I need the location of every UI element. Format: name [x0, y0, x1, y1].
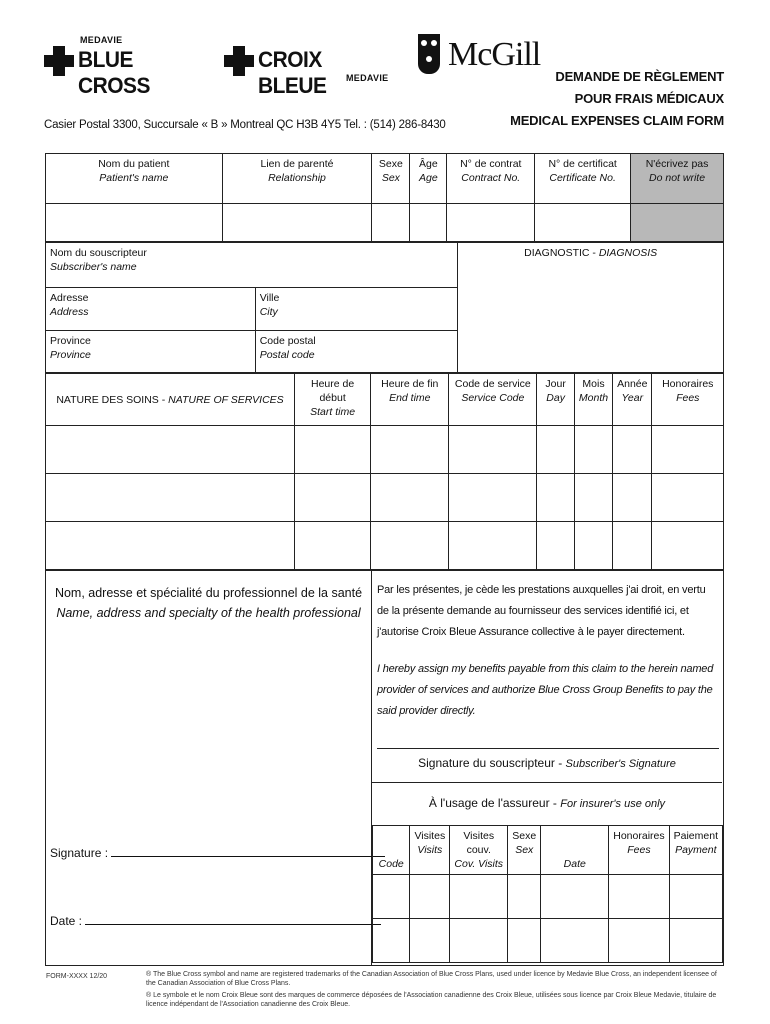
do-not-write-header: N'écrivez pas Do not write: [631, 154, 724, 204]
certificate-no-field[interactable]: [535, 204, 631, 242]
sex-field[interactable]: [372, 204, 410, 242]
service-year-cell[interactable]: [613, 522, 652, 570]
relationship-field[interactable]: [222, 204, 372, 242]
service-nature-cell[interactable]: [46, 426, 295, 474]
professional-date: [50, 910, 381, 928]
service-start-cell[interactable]: [295, 474, 371, 522]
day-header: Jour Day: [537, 374, 575, 426]
insurer-fees-header: Honoraires Fees: [609, 826, 669, 875]
patient-name-field[interactable]: [46, 204, 223, 242]
service-start-cell[interactable]: [295, 426, 371, 474]
logo-blue-cross-text: BLUE CROSS: [78, 47, 150, 98]
service-row: [46, 474, 724, 522]
insurer-cell: [410, 875, 450, 919]
service-end-cell[interactable]: [371, 522, 449, 570]
service-code-cell[interactable]: [449, 426, 537, 474]
insurer-cell: [373, 875, 410, 919]
professional-label-fr: Nom, adresse et spécialité du professionnel de la santé: [54, 586, 363, 600]
services-table: [45, 373, 724, 570]
service-month-cell[interactable]: [574, 522, 612, 570]
month-header: Mois Month: [574, 374, 612, 426]
insurer-cell: [609, 875, 669, 919]
insurer-cell: [450, 919, 508, 963]
service-day-cell[interactable]: [537, 522, 575, 570]
diagnostic-field[interactable]: DIAGNOSTIC - DIAGNOSIS: [458, 243, 724, 373]
professional-signature-line[interactable]: [111, 842, 385, 857]
insurer-cell: [450, 875, 508, 919]
professional-date-line[interactable]: [85, 910, 381, 925]
insurer-sex-header: Sexe Sex: [508, 826, 541, 875]
croix-bleue-logo: [224, 33, 399, 98]
certificate-no-header: N° de certificat Certificate No.: [535, 154, 631, 204]
blue-cross-icon: [44, 46, 74, 76]
form-title-fr-2: POUR FRAIS MÉDICAUX: [574, 91, 724, 106]
insurer-cov-visits-header: Visites couv. Cov. Visits: [450, 826, 508, 875]
service-nature-cell[interactable]: [46, 522, 295, 570]
assignment-text: [377, 580, 719, 722]
contract-no-header: N° de contrat Contract No.: [447, 154, 535, 204]
subscriber-name-field[interactable]: Nom du souscripteur Subscriber's name: [46, 243, 458, 288]
assignment-text-fr: Par les présentes, je cède les prestations auxquelles j'ai droit, en vertu de la présente demande au fournisseur des services identifié ici, et j'autorise Croix Bleue Assurance collective à le payer directement.: [377, 584, 706, 638]
insurer-cell: [609, 919, 669, 963]
subscriber-signature-label: Signature du souscripteur - Subscriber's Signature: [418, 756, 676, 770]
subscriber-table: [45, 242, 724, 373]
insurer-cell: [669, 919, 722, 963]
service-row: [46, 522, 724, 570]
end-time-header: Heure de fin End time: [371, 374, 449, 426]
professional-label: [46, 583, 371, 623]
insurer-cell: [373, 919, 410, 963]
form-title-en: MEDICAL EXPENSES CLAIM FORM: [510, 113, 724, 128]
insurer-payment-header: Paiement Payment: [669, 826, 722, 875]
service-month-cell[interactable]: [574, 474, 612, 522]
service-code-cell[interactable]: [449, 474, 537, 522]
service-fees-cell[interactable]: [652, 522, 724, 570]
service-day-cell[interactable]: [537, 474, 575, 522]
insurer-code-header: Code: [373, 826, 410, 875]
service-fees-cell[interactable]: [652, 426, 724, 474]
do-not-write-field: [631, 204, 724, 242]
form-title-fr-1: DEMANDE DE RÈGLEMENT: [555, 69, 724, 84]
age-header: Âge Age: [410, 154, 447, 204]
insurer-row: [373, 919, 723, 963]
mailing-address: Casier Postal 3300, Succursale « B » Montreal QC H3B 4Y5 Tel. : (514) 286-8430: [44, 119, 446, 131]
service-end-cell[interactable]: [371, 426, 449, 474]
footer-trademarks: [146, 970, 726, 1009]
assignment-text-en: I hereby assign my benefits payable from this claim to the herein named provider of services and authorize Blue Cross Group Benefits to pay the said provider directly.: [377, 663, 714, 717]
insurer-cell: [508, 875, 541, 919]
service-end-cell[interactable]: [371, 474, 449, 522]
service-code-cell[interactable]: [449, 522, 537, 570]
city-field[interactable]: Ville City: [255, 288, 458, 331]
form-number: FORM-XXXX 12/20: [46, 973, 108, 980]
service-code-header: Code de service Service Code: [449, 374, 537, 426]
insurer-row: [373, 875, 723, 919]
insurer-title: À l'usage de l'assureur - For insurer's use only: [428, 796, 666, 810]
date-label: Date :: [50, 914, 83, 928]
signature-label: Signature :: [50, 846, 109, 860]
year-header: Année Year: [613, 374, 652, 426]
start-time-header: Heure de début Start time: [295, 374, 371, 426]
insurer-visits-header: Visites Visits: [410, 826, 450, 875]
province-field[interactable]: Province Province: [46, 331, 256, 373]
logo-medavie-text: MEDAVIE: [80, 35, 123, 45]
logo-croix-bleue-text: CROIX BLEUE: [258, 47, 327, 98]
age-field[interactable]: [410, 204, 447, 242]
address-field[interactable]: Adresse Address: [46, 288, 256, 331]
service-row: [46, 426, 724, 474]
insurer-cell: [541, 919, 609, 963]
subscriber-signature-line[interactable]: [377, 748, 719, 749]
patient-name-header: Nom du patient Patient's name: [46, 154, 223, 204]
service-year-cell[interactable]: [613, 426, 652, 474]
medavie-blue-cross-logo: [44, 33, 214, 98]
nature-of-services-header: NATURE DES SOINS - NATURE OF SERVICES: [46, 374, 295, 426]
mcgill-shield-icon: [418, 34, 440, 74]
service-start-cell[interactable]: [295, 522, 371, 570]
service-year-cell[interactable]: [613, 474, 652, 522]
sex-header: Sexe Sex: [372, 154, 410, 204]
contract-no-field[interactable]: [447, 204, 535, 242]
service-fees-cell[interactable]: [652, 474, 724, 522]
professional-signature: [50, 842, 385, 860]
insurer-cell: [541, 875, 609, 919]
service-month-cell[interactable]: [574, 426, 612, 474]
footer-trademark-en: ® The Blue Cross symbol and name are registered trademarks of the Canadian Association of Blue Cross Plans, used under licence by Medavie Blue Cross, an independent licensee of the Canadian Association of Blue Cross Plans.: [146, 971, 717, 987]
service-day-cell[interactable]: [537, 426, 575, 474]
insurer-top-border: [372, 782, 722, 783]
footer-trademark-fr: ® Le symbole et le nom Croix Bleue sont des marques de commerce déposées de l'Association canadienne des Croix Bleue, utilisées sous licence par Croix Bleue Medavie, titulaire de licence indépendant de l'Association canadienne des Croix Bleue.: [146, 992, 717, 1008]
form-title: [510, 66, 724, 132]
logo-mcgill-text: McGill: [448, 36, 541, 73]
insurer-cell: [669, 875, 722, 919]
patient-table: [45, 153, 724, 242]
relationship-header: Lien de parenté Relationship: [222, 154, 372, 204]
professional-label-en: Name, address and specialty of the health professional: [56, 606, 361, 620]
insurer-table: [372, 825, 723, 963]
insurer-cell: [508, 919, 541, 963]
postal-code-field[interactable]: Code postal Postal code: [255, 331, 458, 373]
service-nature-cell[interactable]: [46, 474, 295, 522]
fees-header: Honoraires Fees: [652, 374, 724, 426]
croix-bleue-cross-icon: [224, 46, 254, 76]
logo-croix-medavie-text: MEDAVIE: [346, 73, 389, 83]
insurer-date-header: Date: [541, 826, 609, 875]
insurer-cell: [410, 919, 450, 963]
